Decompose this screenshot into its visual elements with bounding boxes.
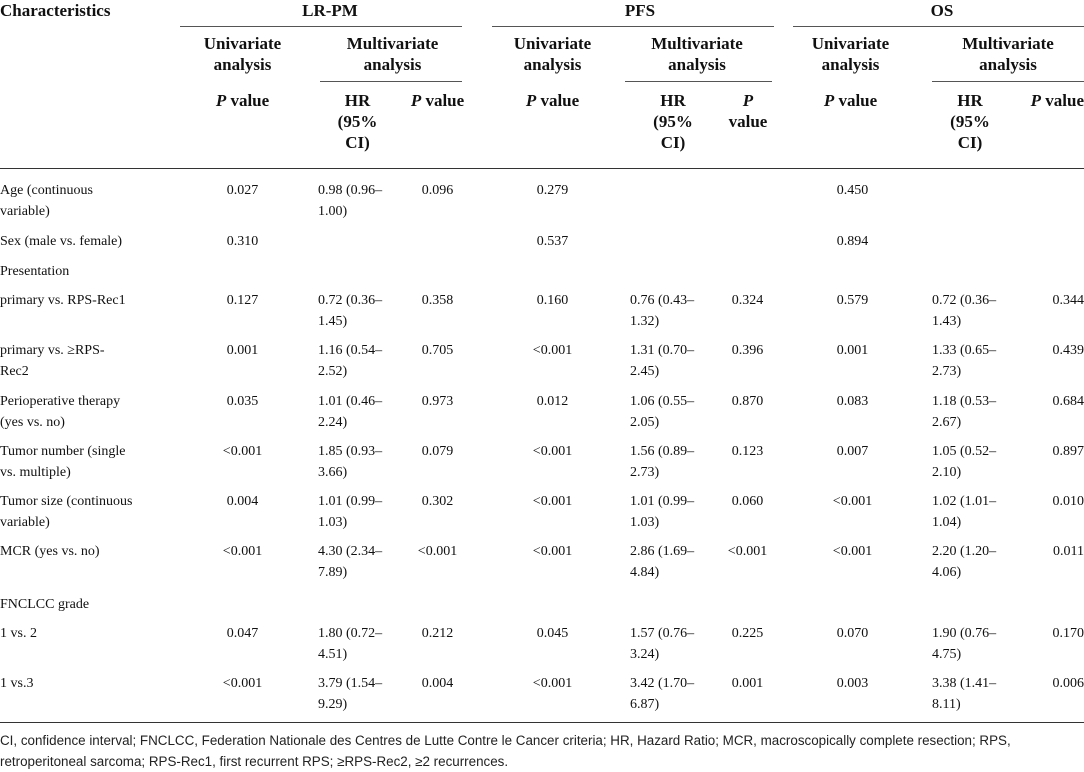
table-cell: 0.004 [421, 676, 454, 691]
header-p-value: P value [1030, 91, 1084, 110]
table-cell: 0.007 [836, 444, 869, 459]
table-cell: 1.02 (1.01– 1.04) [932, 494, 997, 530]
table-cell: 0.045 [536, 626, 569, 641]
table-cell: 0.010 [1052, 494, 1084, 509]
table-cell: 0.684 [1052, 394, 1084, 409]
table-cell: 0.870 [731, 394, 764, 409]
table-cell: 0.98 (0.96– 1.00) [318, 183, 383, 219]
group-underline [180, 26, 462, 27]
row-label: MCR (yes vs. no) [0, 544, 100, 559]
table-cell: 0.096 [421, 183, 454, 198]
table-cell: 0.070 [836, 626, 869, 641]
row-label: Tumor number (single vs. multiple) [0, 444, 126, 480]
row-label: Presentation [0, 264, 70, 279]
header-group-lr-pm: LR-PM [302, 1, 358, 20]
table-footnote: CI, confidence interval; FNCLCC, Federation Nationale des Centres de Lutte Contre le Cancer criteria; HR, Hazard Ratio; MCR, macroscopically complete resection; RPS, retroperitoneal sarcoma; RPS-Rec1, first recurrent RPS; ≥RPS-Rec2, ≥2 recurrences. [0, 733, 1011, 769]
table-cell: 1.80 (0.72– 4.51) [318, 626, 383, 662]
table-cell: 1.18 (0.53– 2.67) [932, 394, 997, 430]
header-hr: HR (95% CI) [950, 91, 990, 152]
table-cell: 0.127 [226, 293, 259, 308]
table-cell: 0.060 [731, 494, 764, 509]
row-label: Sex (male vs. female) [0, 234, 123, 249]
group-underline [793, 26, 1084, 27]
table-cell: 3.38 (1.41– 8.11) [932, 676, 997, 712]
table-cell: 0.212 [421, 626, 454, 641]
table-cell: 1.05 (0.52– 2.10) [932, 444, 997, 480]
table-cell: 1.90 (0.76– 4.75) [932, 626, 997, 662]
row-label: 1 vs.3 [0, 676, 34, 691]
table-cell: 0.083 [836, 394, 869, 409]
table-cell: 0.160 [536, 293, 569, 308]
table-cell: 0.011 [1053, 544, 1084, 559]
table-cell: 0.705 [421, 343, 454, 358]
table-cell: 0.439 [1052, 343, 1084, 358]
table-cell: 0.324 [731, 293, 764, 308]
table-cell: <0.001 [532, 544, 573, 559]
table-cell: 1.31 (0.70– 2.45) [630, 343, 695, 379]
table-cell: 0.72 (0.36– 1.45) [318, 293, 383, 329]
table-cell: <0.001 [532, 676, 573, 691]
table-cell: 0.001 [731, 676, 764, 691]
table-cell: 0.894 [836, 234, 869, 249]
table-cell: 0.004 [226, 494, 259, 509]
table-cell: 1.16 (0.54– 2.52) [318, 343, 383, 379]
table-cell: 0.537 [536, 234, 569, 249]
table-cell: 0.027 [226, 183, 259, 198]
table-cell: 3.79 (1.54– 9.29) [318, 676, 383, 712]
table-cell: <0.001 [532, 494, 573, 509]
table-cell: 0.225 [731, 626, 764, 641]
header-p-value: P value [215, 91, 270, 110]
table-cell: 0.579 [836, 293, 869, 308]
table-cell: <0.001 [532, 444, 573, 459]
table-cell: 1.57 (0.76– 3.24) [630, 626, 695, 662]
header-p-value: P value [823, 91, 878, 110]
row-label: Tumor size (continuous variable) [0, 494, 133, 530]
table-cell: <0.001 [222, 676, 263, 691]
table-cell: <0.001 [417, 544, 458, 559]
table-cell: 0.450 [836, 183, 869, 198]
table-cell: 0.310 [226, 234, 259, 249]
multivariate-underline [625, 81, 772, 82]
header-hr: HR (95% CI) [337, 91, 378, 152]
header-group-os: OS [930, 1, 954, 20]
table-cell: 1.01 (0.99– 1.03) [318, 494, 383, 530]
table-cell: 1.33 (0.65– 2.73) [932, 343, 997, 379]
table-cell: 0.035 [226, 394, 259, 409]
table-cell: 3.42 (1.70– 6.87) [630, 676, 695, 712]
table-cell: 0.396 [731, 343, 764, 358]
table-cell: 1.01 (0.46– 2.24) [318, 394, 383, 430]
table-cell: 0.012 [536, 394, 569, 409]
table-cell: 1.56 (0.89– 2.73) [630, 444, 695, 480]
table-cell: 0.279 [536, 183, 569, 198]
table-cell: <0.001 [832, 544, 873, 559]
table-cell: 0.001 [226, 343, 259, 358]
header-bottom-rule [0, 168, 1084, 169]
table-cell: 0.344 [1052, 293, 1084, 308]
table-cell: <0.001 [727, 544, 768, 559]
table-cell: 0.897 [1052, 444, 1084, 459]
table-cell: <0.001 [222, 544, 263, 559]
row-label: Perioperative therapy (yes vs. no) [0, 394, 121, 430]
table-cell: 0.76 (0.43– 1.32) [630, 293, 695, 329]
header-univariate: Univariate analysis [811, 34, 890, 74]
multivariate-underline [320, 81, 462, 82]
table-cell: <0.001 [532, 343, 573, 358]
row-label: primary vs. ≥RPS- Rec2 [0, 343, 105, 379]
table-cell: 1.06 (0.55– 2.05) [630, 394, 695, 430]
row-label: FNCLCC grade [0, 597, 90, 612]
table-bottom-rule [0, 722, 1084, 723]
table-cell: 0.079 [421, 444, 454, 459]
table-cell: 2.86 (1.69– 4.84) [630, 544, 695, 580]
table-cell: <0.001 [832, 494, 873, 509]
table-cell: 0.302 [421, 494, 454, 509]
header-characteristics: Characteristics [0, 1, 111, 20]
table-cell: 0.72 (0.36– 1.43) [932, 293, 997, 329]
row-label: primary vs. RPS-Rec1 [0, 293, 126, 308]
table-cell: 0.047 [226, 626, 259, 641]
table-cell: 0.973 [421, 394, 454, 409]
table-cell: 0.001 [836, 343, 869, 358]
header-p-value: P value [410, 91, 465, 110]
header-univariate: Univariate analysis [513, 34, 592, 74]
table-cell: 0.123 [731, 444, 764, 459]
table-cell: 2.20 (1.20– 4.06) [932, 544, 997, 580]
header-group-pfs: PFS [624, 1, 656, 20]
header-hr: HR (95% CI) [653, 91, 693, 152]
table-cell: 0.003 [836, 676, 869, 691]
header-multivariate: Multivariate analysis [651, 34, 743, 74]
table-cell: 0.006 [1052, 676, 1084, 691]
header-multivariate: Multivariate analysis [346, 34, 439, 74]
table-cell: <0.001 [222, 444, 263, 459]
row-label: 1 vs. 2 [0, 626, 37, 641]
group-underline [492, 26, 774, 27]
header-p-value: P value [525, 91, 580, 110]
header-p-value: P value [728, 91, 768, 131]
multivariate-underline [932, 81, 1084, 82]
table-cell: 4.30 (2.34– 7.89) [318, 544, 383, 580]
table-cell: 1.85 (0.93– 3.66) [318, 444, 383, 480]
table-cell: 0.170 [1052, 626, 1084, 641]
row-label: Age (continuous variable) [0, 183, 93, 219]
header-multivariate: Multivariate analysis [962, 34, 1054, 74]
table-cell: 1.01 (0.99– 1.03) [630, 494, 695, 530]
header-univariate: Univariate analysis [203, 34, 282, 74]
table-cell: 0.358 [421, 293, 454, 308]
